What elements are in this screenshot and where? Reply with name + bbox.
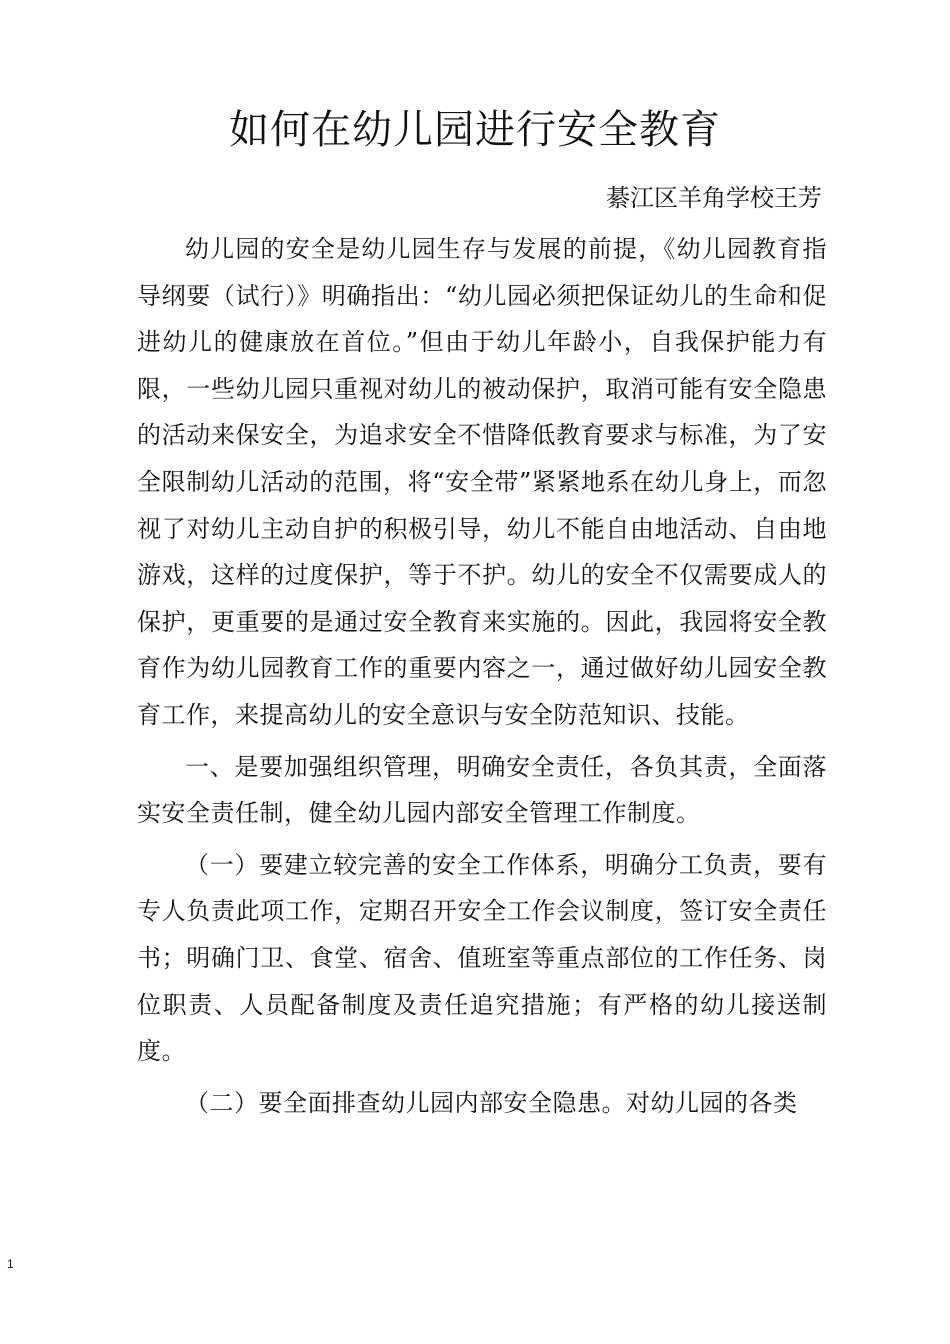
paragraph-section-1: 一、是要加强组织管理，明确安全责任，各负其责，全面落实安全责任制，健全幼儿园内部安全管理工作制度。 bbox=[137, 752, 827, 828]
page-number: 1 bbox=[7, 1257, 14, 1271]
paragraph-subsection-1: （一）要建立较完善的安全工作体系，明确分工负责，要有专人负责此项工作，定期召开安全工作会议制度，签订安全责任书；明确门卫、食堂、宿舍、值班室等重点部位的工作任务、岗位职责、人员配备制度及责任追究措施；有严格的幼儿接送制度。 bbox=[137, 850, 827, 1066]
document-title: 如何在幼儿园进行安全教育 bbox=[229, 107, 721, 153]
paragraph-subsection-2: （二）要全面排查幼儿园内部安全隐患。对幼儿园的各类 bbox=[185, 1088, 798, 1117]
document-author: 綦江区羊角学校王芳 bbox=[606, 184, 822, 212]
document-body bbox=[137, 226, 827, 1131]
paragraph-intro: 幼儿园的安全是幼儿园生存与发展的前提，《幼儿园教育指导纲要（试行）》明确指出：“幼儿园必须把保证幼儿的生命和促进幼儿的健康放在首位。”但由于幼儿年龄小，自我保护能力有限，一些幼儿园只重视对幼儿的被动保护，取消可能有安全隐患的活动来保安全，为追求安全不惜降低教育要求与标准，为了安全限制幼儿活动的范围，将“安全带”紧紧地系在幼儿身上，而忽视了对幼儿主动自护的积极引导，幼儿不能自由地活动、自由地游戏，这样的过度保护，等于不护。幼儿的安全不仅需要成人的保护，更重要的是通过安全教育来实施的。因此，我园将安全教育作为幼儿园教育工作的重要内容之一，通过做好幼儿园安全教育工作，来提高幼儿的安全意识与安全防范知识、技能。 bbox=[137, 235, 827, 729]
